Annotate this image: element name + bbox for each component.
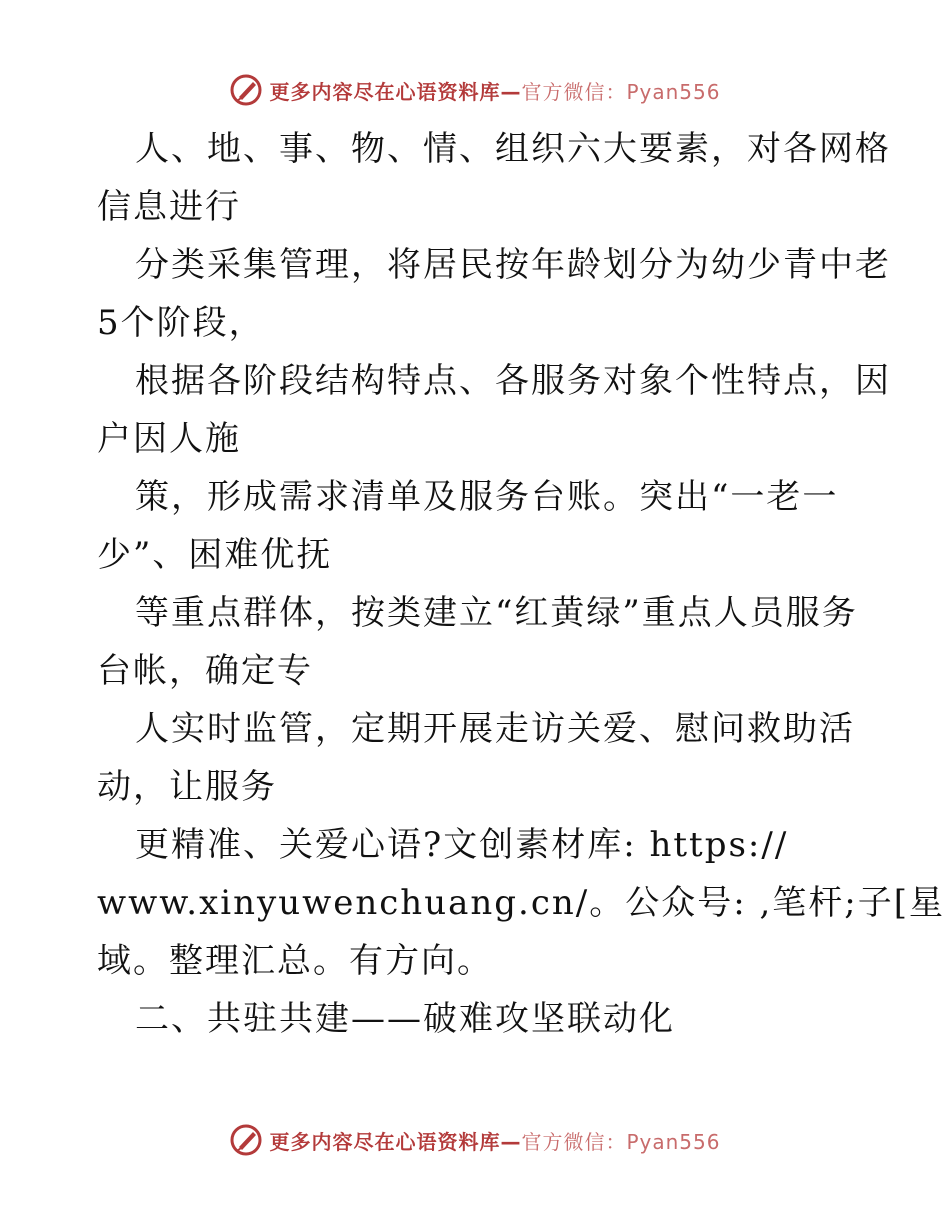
body-line: 少”、困难优抚 bbox=[97, 535, 333, 575]
body-line: www.xinyuwenchuang.cn/。公众号: ,笔杆;子[星 bbox=[97, 883, 946, 923]
body-line: 台帐，确定专 bbox=[97, 651, 313, 691]
body-line: 人、地、事、物、情、组织六大要素，对各网格 bbox=[135, 129, 891, 169]
brand-logo-icon bbox=[229, 1123, 263, 1157]
footer-banner bbox=[0, 1120, 950, 1160]
footer-brand-text: 更多内容尽在心语资料库—官方微信：Pyan556 bbox=[269, 1129, 721, 1154]
body-line: 根据各阶段结构特点、各服务对象个性特点，因 bbox=[135, 361, 891, 401]
body-line: 等重点群体，按类建立“红黄绿”重点人员服务 bbox=[135, 593, 858, 633]
brand-logo-icon bbox=[229, 73, 263, 107]
body-line: 动，让服务 bbox=[97, 767, 277, 807]
header-banner bbox=[0, 70, 950, 110]
section-heading: 二、共驻共建——破难攻坚联动化 bbox=[135, 999, 675, 1039]
body-line: 策，形成需求清单及服务台账。突出“一老一 bbox=[135, 477, 839, 517]
document-body bbox=[97, 120, 946, 1048]
body-line: 5个阶段， bbox=[97, 303, 265, 343]
header-brand-text: 更多内容尽在心语资料库—官方微信：Pyan556 bbox=[269, 79, 721, 104]
body-line: 户因人施 bbox=[97, 419, 241, 459]
body-line: 更精准、关爱心语?文创素材库: https:// bbox=[135, 825, 789, 865]
body-line: 域。整理汇总。有方向。 bbox=[97, 941, 493, 981]
body-line: 分类采集管理，将居民按年龄划分为幼少青中老 bbox=[135, 245, 891, 285]
body-line: 人实时监管，定期开展走访关爱、慰问救助活 bbox=[135, 709, 855, 749]
body-line: 信息进行 bbox=[97, 187, 241, 227]
